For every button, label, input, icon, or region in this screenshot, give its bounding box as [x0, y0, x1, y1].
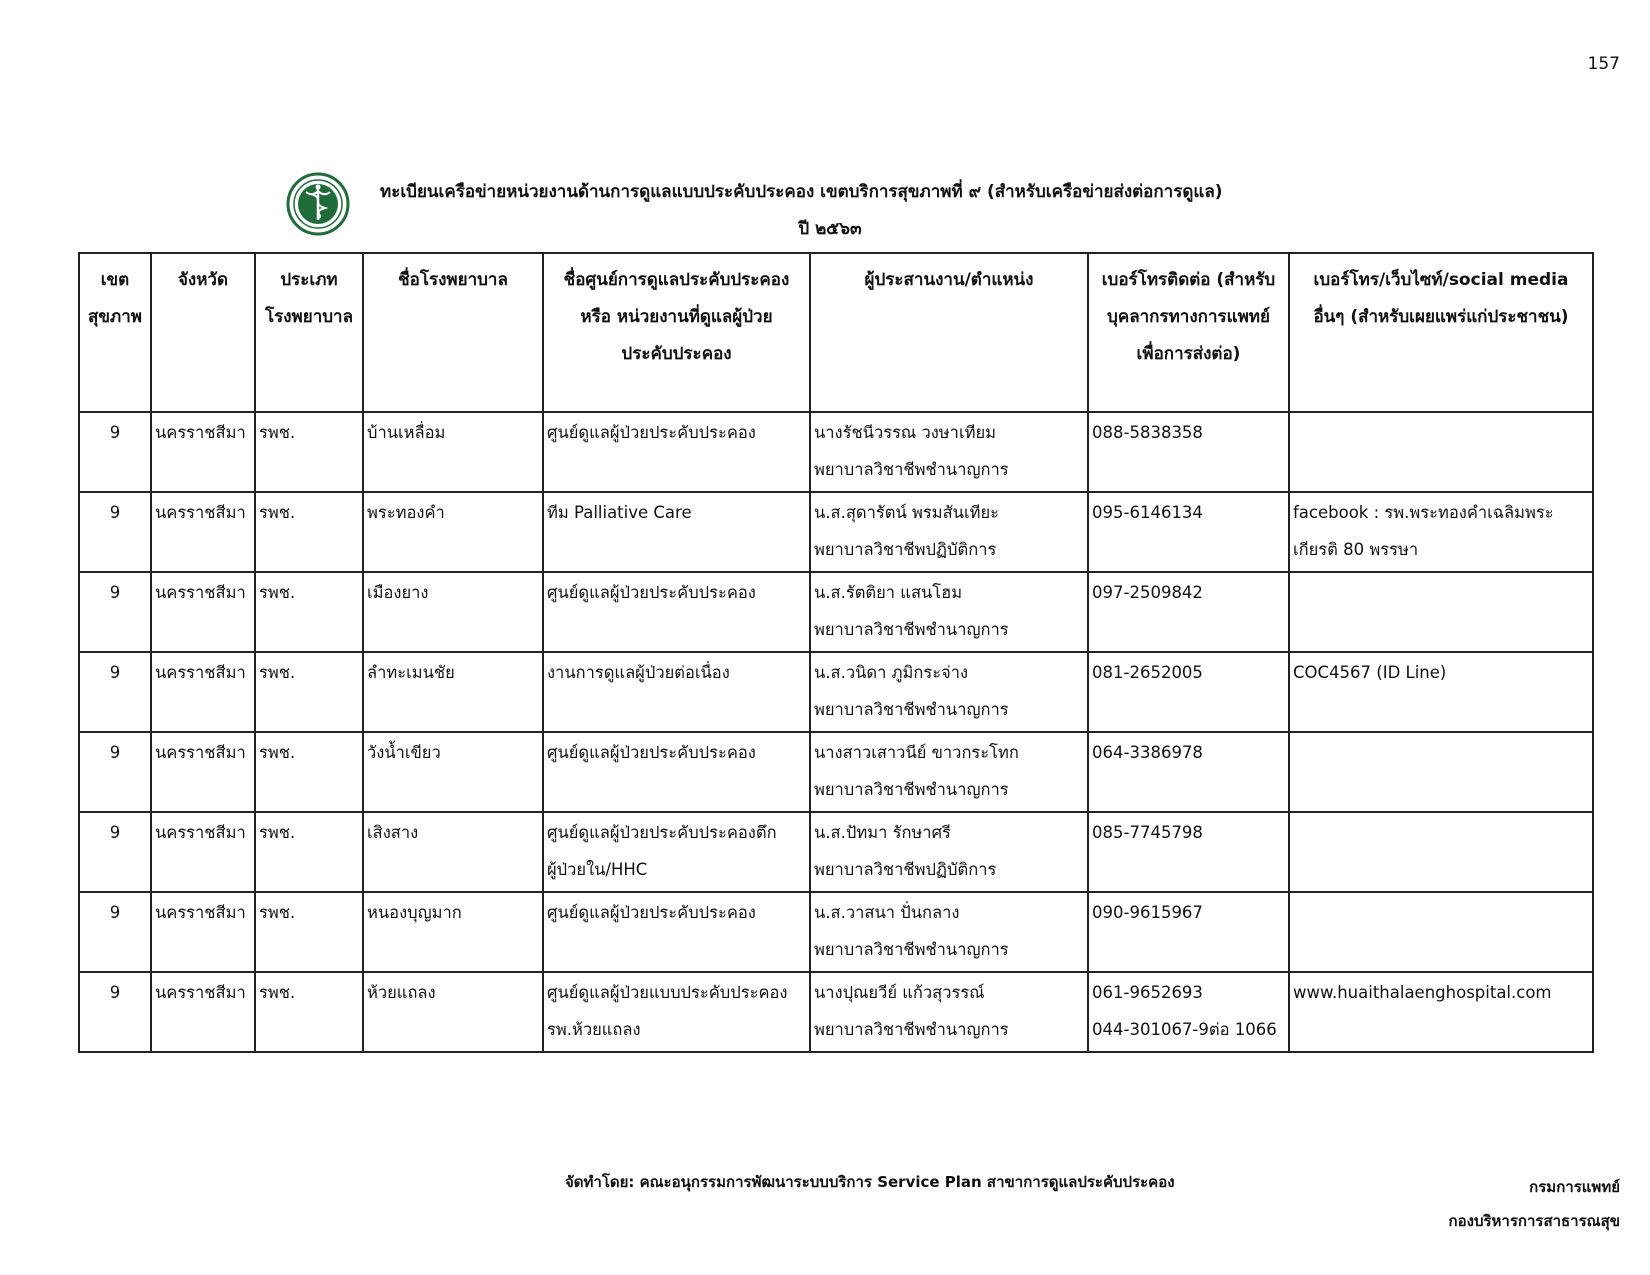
hospital-type-cell: รพช. [255, 732, 363, 812]
referral-phone-cell-line: 090-9615967 [1092, 903, 1203, 922]
referral-phone-cell-line: 081-2652005 [1092, 663, 1203, 682]
column-header [1088, 253, 1289, 412]
public-contact-cell [1289, 492, 1593, 572]
care-center-cell [543, 972, 810, 1052]
referral-phone-cell-line: 088-5838358 [1092, 423, 1203, 442]
column-header-line: บุคลากรทางการแพทย์ [1107, 307, 1270, 327]
province-cell: นครราชสีมา [151, 812, 255, 892]
public-contact-cell-line: facebook : รพ.พระทองคำเฉลิมพระ [1293, 503, 1554, 522]
palliative-network-table [78, 252, 1594, 1053]
column-header [810, 253, 1088, 412]
hospital-name-cell: เมืองยาง [363, 572, 543, 652]
ministry-seal-icon [283, 172, 353, 236]
hospital-name-cell: ลำทะเมนชัย [363, 652, 543, 732]
province-cell: นครราชสีมา [151, 572, 255, 652]
zone-cell: 9 [79, 812, 151, 892]
care-center-cell [543, 412, 810, 492]
coordinator-cell-line: น.ส.วนิดา ภูมิกระจ่าง [814, 663, 969, 682]
footer-organization [1449, 1170, 1620, 1238]
hospital-type-cell: รพช. [255, 812, 363, 892]
column-header-line: เบอร์โทร/เว็บไซท์/social media [1313, 270, 1569, 290]
zone-cell: 9 [79, 732, 151, 812]
referral-phone-cell-line: 061-9652693 [1092, 983, 1203, 1002]
referral-phone-cell [1088, 412, 1289, 492]
zone-cell: 9 [79, 972, 151, 1052]
referral-phone-cell-line: 044-301067-9ต่อ 1066 [1092, 1020, 1277, 1039]
coordinator-cell-line: นางปุณยวีย์ แก้วสุวรรณ์ [814, 983, 985, 1002]
care-center-cell-line: งานการดูแลผู้ป่วยต่อเนื่อง [547, 663, 730, 682]
referral-phone-cell [1088, 892, 1289, 972]
table-row [79, 492, 1593, 572]
column-header-line: เพื่อการส่งต่อ) [1136, 344, 1241, 364]
column-header [151, 253, 255, 412]
referral-phone-cell [1088, 972, 1289, 1052]
hospital-name-cell: วังน้ำเขียว [363, 732, 543, 812]
province-cell: นครราชสีมา [151, 492, 255, 572]
document-title: ทะเบียนเครือข่ายหน่วยงานด้านการดูแลแบบประคับประคอง เขตบริการสุขภาพที่ ๙ (สำหรับเครือข่ายส่งต่อการดูแล) [380, 182, 1223, 202]
table-row [79, 572, 1593, 652]
coordinator-cell [810, 972, 1088, 1052]
referral-phone-cell-line: 085-7745798 [1092, 823, 1203, 842]
footer-prepared-by: จัดทำโดย: คณะอนุกรรมการพัฒนาระบบบริการ Service Plan สาขาการดูแลประคับประคอง [565, 1173, 1175, 1191]
province-cell: นครราชสีมา [151, 972, 255, 1052]
care-center-cell [543, 652, 810, 732]
coordinator-cell [810, 652, 1088, 732]
public-contact-cell [1289, 572, 1593, 652]
coordinator-cell [810, 572, 1088, 652]
ministry-seal-logo [283, 172, 353, 236]
referral-phone-cell-line: 095-6146134 [1092, 503, 1203, 522]
public-contact-cell [1289, 972, 1593, 1052]
care-center-cell-line: ศูนย์ดูแลผู้ป่วยประคับประคอง [547, 423, 756, 442]
hospital-type-cell: รพช. [255, 412, 363, 492]
table-row [79, 812, 1593, 892]
column-header-line: เขต [100, 270, 130, 290]
care-center-cell-line: ศูนย์ดูแลผู้ป่วยประคับประคองตึก [547, 823, 777, 842]
coordinator-cell-line: น.ส.สุดารัตน์ พรมสันเทียะ [814, 503, 1000, 522]
coordinator-cell [810, 812, 1088, 892]
province-cell: นครราชสีมา [151, 732, 255, 812]
referral-phone-cell-line: 097-2509842 [1092, 583, 1203, 602]
column-header-line: หรือ หน่วยงานที่ดูแลผู้ป่วย [580, 307, 773, 327]
hospital-name-cell: เสิงสาง [363, 812, 543, 892]
care-center-cell [543, 572, 810, 652]
coordinator-cell-line: พยาบาลวิชาชีพชำนาญการ [814, 780, 1009, 799]
zone-cell: 9 [79, 572, 151, 652]
footer-org-line-1: กรมการแพทย์ [1529, 1178, 1620, 1196]
care-center-cell-line: ผู้ป่วยใน/HHC [547, 860, 648, 879]
public-contact-cell-line: เกียรติ 80 พรรษา [1293, 540, 1419, 559]
zone-cell: 9 [79, 652, 151, 732]
hospital-type-cell: รพช. [255, 972, 363, 1052]
coordinator-cell-line: พยาบาลวิชาชีพปฏิบัติการ [814, 540, 997, 559]
table-row [79, 652, 1593, 732]
public-contact-cell [1289, 812, 1593, 892]
referral-phone-cell [1088, 492, 1289, 572]
hospital-name-cell: ห้วยแถลง [363, 972, 543, 1052]
column-header-line: อื่นๆ (สำหรับเผยแพร่แก่ประชาชน) [1313, 307, 1569, 327]
coordinator-cell [810, 412, 1088, 492]
coordinator-cell-line: นางรัชนีวรรณ วงษาเทียม [814, 423, 997, 442]
coordinator-cell-line: พยาบาลวิชาชีพชำนาญการ [814, 460, 1009, 479]
column-header [363, 253, 543, 412]
public-contact-cell-line: www.huaithalaenghospital.com [1293, 983, 1552, 1002]
coordinator-cell [810, 732, 1088, 812]
referral-phone-cell [1088, 732, 1289, 812]
coordinator-cell-line: พยาบาลวิชาชีพปฏิบัติการ [814, 860, 997, 879]
coordinator-cell-line: พยาบาลวิชาชีพชำนาญการ [814, 700, 1009, 719]
coordinator-cell [810, 492, 1088, 572]
public-contact-cell [1289, 412, 1593, 492]
zone-cell: 9 [79, 412, 151, 492]
column-header-line: โรงพยาบาล [264, 307, 354, 327]
referral-phone-cell [1088, 652, 1289, 732]
public-contact-cell-line: COC4567 (ID Line) [1293, 663, 1447, 682]
page-number: 157 [1587, 54, 1620, 74]
coordinator-cell-line: พยาบาลวิชาชีพชำนาญการ [814, 1020, 1009, 1039]
column-header-line: ชื่อศูนย์การดูแลประคับประคอง [563, 270, 790, 290]
table-body [79, 412, 1593, 1052]
public-contact-cell [1289, 892, 1593, 972]
referral-phone-cell-line: 064-3386978 [1092, 743, 1203, 762]
care-center-cell [543, 812, 810, 892]
zone-cell: 9 [79, 492, 151, 572]
table-row [79, 732, 1593, 812]
care-center-cell-line: รพ.ห้วยแถลง [547, 1020, 641, 1039]
column-header-line: สุขภาพ [88, 307, 142, 327]
column-header [79, 253, 151, 412]
coordinator-cell-line: น.ส.วาสนา ปั่นกลาง [814, 903, 960, 922]
public-contact-cell [1289, 652, 1593, 732]
coordinator-cell-line: นางสาวเสาวนีย์ ขาวกระโทก [814, 743, 1019, 762]
coordinator-cell [810, 892, 1088, 972]
care-center-cell [543, 892, 810, 972]
referral-phone-cell [1088, 572, 1289, 652]
table-header-row [79, 253, 1593, 412]
hospital-type-cell: รพช. [255, 652, 363, 732]
province-cell: นครราชสีมา [151, 892, 255, 972]
table-row [79, 972, 1593, 1052]
column-header-line: ผู้ประสานงาน/ตำแหน่ง [864, 270, 1034, 290]
zone-cell: 9 [79, 892, 151, 972]
care-center-cell-line: ศูนย์ดูแลผู้ป่วยประคับประคอง [547, 743, 756, 762]
care-center-cell-line: ศูนย์ดูแลผู้ป่วยประคับประคอง [547, 903, 756, 922]
column-header-line: ชื่อโรงพยาบาล [398, 270, 508, 290]
column-header-line: ประคับประคอง [621, 344, 732, 364]
column-header-line: เบอร์โทรติดต่อ (สำหรับ [1101, 270, 1276, 290]
coordinator-cell-line: น.ส.รัตติยา แสนโฮม [814, 583, 963, 602]
referral-phone-cell [1088, 812, 1289, 892]
column-header [1289, 253, 1593, 412]
hospital-name-cell: หนองบุญมาก [363, 892, 543, 972]
column-header-line: จังหวัด [177, 270, 229, 290]
hospital-type-cell: รพช. [255, 572, 363, 652]
care-center-cell-line: ศูนย์ดูแลผู้ป่วยประคับประคอง [547, 583, 756, 602]
hospital-type-cell: รพช. [255, 492, 363, 572]
hospital-name-cell: พระทองคำ [363, 492, 543, 572]
column-header [255, 253, 363, 412]
care-center-cell-line: ทีม Palliative Care [547, 503, 692, 522]
care-center-cell-line: ศูนย์ดูแลผู้ป่วยแบบประคับประคอง [547, 983, 788, 1002]
hospital-name-cell: บ้านเหลื่อม [363, 412, 543, 492]
column-header-line: ประเภท [280, 270, 338, 290]
care-center-cell [543, 492, 810, 572]
coordinator-cell-line: น.ส.ปัทมา รักษาศรี [814, 823, 951, 842]
table-row [79, 412, 1593, 492]
coordinator-cell-line: พยาบาลวิชาชีพชำนาญการ [814, 620, 1009, 639]
province-cell: นครราชสีมา [151, 412, 255, 492]
coordinator-cell-line: พยาบาลวิชาชีพชำนาญการ [814, 940, 1009, 959]
footer-org-line-2: กองบริหารการสาธารณสุข [1448, 1212, 1620, 1230]
care-center-cell [543, 732, 810, 812]
document-year: ปี ๒๕๖๓ [798, 219, 862, 239]
province-cell: นครราชสีมา [151, 652, 255, 732]
hospital-type-cell: รพช. [255, 892, 363, 972]
table-row [79, 892, 1593, 972]
column-header [543, 253, 810, 412]
public-contact-cell [1289, 732, 1593, 812]
